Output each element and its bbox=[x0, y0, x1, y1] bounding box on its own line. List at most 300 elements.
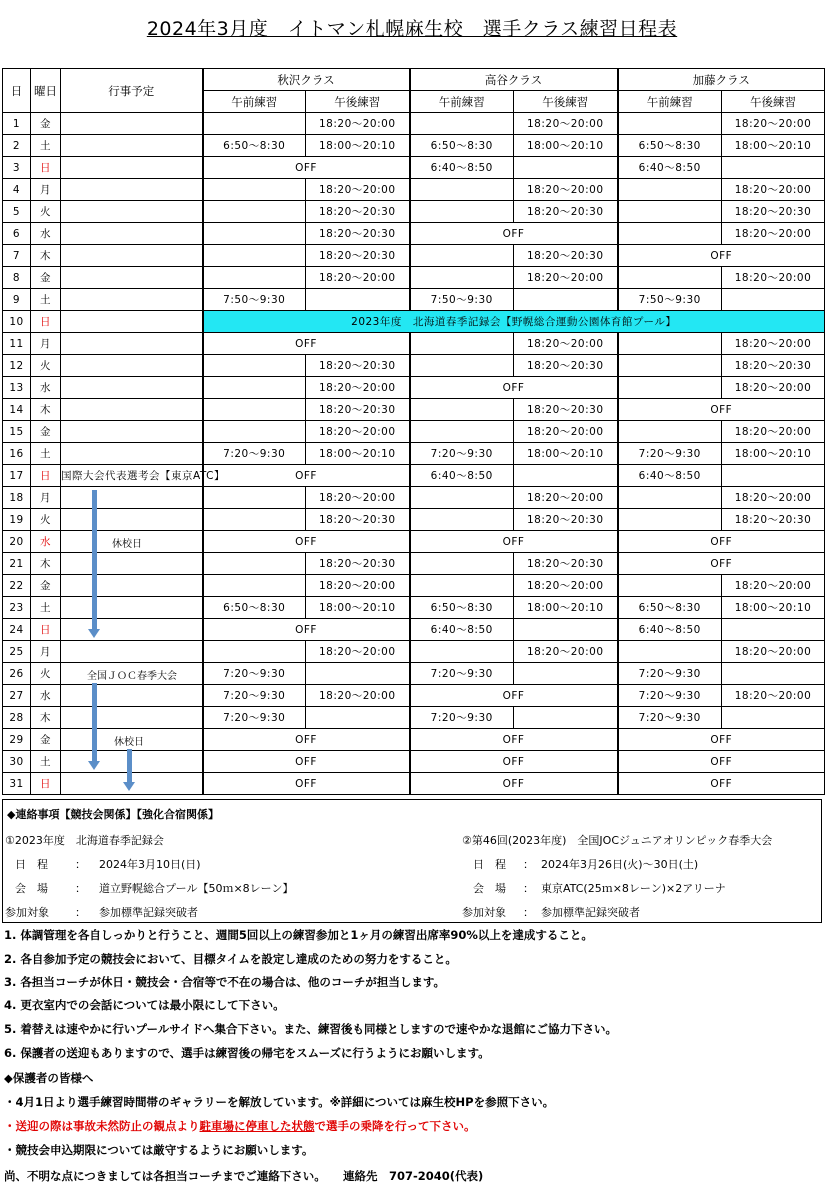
pm-session bbox=[722, 289, 825, 311]
day-number: 23 bbox=[3, 597, 31, 619]
pm-session: 18:20～20:00 bbox=[722, 685, 825, 707]
weekday: 水 bbox=[31, 377, 61, 399]
header-day: 日 bbox=[3, 69, 31, 113]
day-row bbox=[3, 399, 825, 421]
pm-session: 18:20～20:30 bbox=[722, 201, 825, 223]
arrow-shaft-joc bbox=[92, 683, 97, 762]
day-number: 12 bbox=[3, 355, 31, 377]
day-row bbox=[3, 377, 825, 399]
day-row bbox=[3, 355, 825, 377]
pm-session: 18:20～20:00 bbox=[514, 487, 618, 509]
pm-session: 18:20～20:30 bbox=[306, 201, 410, 223]
off-cell: OFF bbox=[618, 773, 825, 795]
rule-3: 3. 各担当コーチが休日・競技会・合宿等で不在の場合は、他のコーチが担当します。 bbox=[4, 975, 445, 989]
guardians-line-3: ・競技会申込期限については厳守するようにお願いします。 bbox=[4, 1143, 314, 1157]
off-cell: OFF bbox=[618, 553, 825, 575]
header-group-akisawa: 秋沢クラス bbox=[203, 69, 410, 91]
am-session bbox=[203, 113, 306, 135]
event-cell bbox=[61, 597, 203, 619]
am-session: 7:20～9:30 bbox=[203, 663, 306, 685]
am-session bbox=[618, 377, 722, 399]
am-session: 7:20～9:30 bbox=[410, 663, 514, 685]
weekday: 火 bbox=[31, 201, 61, 223]
day-number: 29 bbox=[3, 729, 31, 751]
am-session: 6:40～8:50 bbox=[410, 157, 514, 179]
day-number: 8 bbox=[3, 267, 31, 289]
day-number: 18 bbox=[3, 487, 31, 509]
off-cell: OFF bbox=[410, 729, 618, 751]
rule-5: 5. 着替えは速やかに行いプールサイドへ集合下さい。また、練習後も同様としますので速やかな退館にご協力下さい。 bbox=[4, 1022, 617, 1036]
day-number: 1 bbox=[3, 113, 31, 135]
day-row bbox=[3, 509, 825, 531]
day-number: 7 bbox=[3, 245, 31, 267]
pm-session: 18:20～20:00 bbox=[722, 377, 825, 399]
header-pm: 午後練習 bbox=[722, 91, 825, 113]
weekday: 土 bbox=[31, 443, 61, 465]
am-session bbox=[410, 267, 514, 289]
weekday: 土 bbox=[31, 751, 61, 773]
am-session bbox=[203, 399, 306, 421]
day-number: 31 bbox=[3, 773, 31, 795]
off-cell: OFF bbox=[618, 531, 825, 553]
pm-session: 18:20～20:30 bbox=[514, 245, 618, 267]
am-session bbox=[618, 487, 722, 509]
day-row bbox=[3, 289, 825, 311]
pm-session bbox=[306, 707, 410, 729]
event-cell bbox=[61, 267, 203, 289]
am-session: 7:50～9:30 bbox=[203, 289, 306, 311]
day-row bbox=[3, 465, 825, 487]
day-row bbox=[3, 113, 825, 135]
day-row bbox=[3, 487, 825, 509]
guardians-line-1: ・4月1日より選手練習時間帯のギャラリーを解放しています。※詳細については麻生校HPを参照下さい。 bbox=[4, 1095, 555, 1109]
pm-session: 18:00～20:10 bbox=[722, 443, 825, 465]
am-session: 6:40～8:50 bbox=[410, 619, 514, 641]
off-cell: OFF bbox=[203, 729, 410, 751]
am-session: 6:40～8:50 bbox=[410, 465, 514, 487]
pm-session bbox=[514, 707, 618, 729]
pm-session: 18:00～20:10 bbox=[722, 135, 825, 157]
header-am: 午前練習 bbox=[203, 91, 306, 113]
rule-2: 2. 各自参加予定の競技会において、目標タイムを設定し達成のための努力をすること。 bbox=[4, 952, 457, 966]
am-session bbox=[410, 553, 514, 575]
am-session bbox=[203, 509, 306, 531]
weekday: 日 bbox=[31, 311, 61, 333]
day-number: 4 bbox=[3, 179, 31, 201]
event-cell bbox=[61, 641, 203, 663]
am-session bbox=[410, 201, 514, 223]
weekday: 金 bbox=[31, 575, 61, 597]
pm-session: 18:20～20:00 bbox=[722, 641, 825, 663]
day-row bbox=[3, 245, 825, 267]
day-row bbox=[3, 179, 825, 201]
am-session bbox=[618, 113, 722, 135]
day-row bbox=[3, 421, 825, 443]
joc-label-26: 全国ＪＯＣ春季大会 bbox=[87, 671, 177, 682]
pm-session bbox=[514, 465, 618, 487]
notes-right-colon-2: ： bbox=[523, 906, 534, 919]
event-cell bbox=[61, 575, 203, 597]
off-cell: OFF bbox=[203, 751, 410, 773]
notes-right-label-0: 日 程 bbox=[473, 858, 506, 871]
holiday-label-20: 休校日 bbox=[112, 539, 142, 550]
weekday: 日 bbox=[31, 157, 61, 179]
event-banner: 2023年度 北海道春季記録会【野幌総合運動公園体育館プール】 bbox=[203, 311, 825, 333]
pm-session: 18:20～20:30 bbox=[514, 509, 618, 531]
off-cell: OFF bbox=[203, 465, 410, 487]
am-session bbox=[203, 267, 306, 289]
day-number: 21 bbox=[3, 553, 31, 575]
notes-box bbox=[2, 799, 822, 923]
weekday: 木 bbox=[31, 399, 61, 421]
rule-4: 4. 更衣室内での会話については最小限にして下さい。 bbox=[4, 998, 285, 1012]
am-session bbox=[203, 355, 306, 377]
pm-session: 18:20～20:00 bbox=[306, 179, 410, 201]
pm-session: 18:20～20:30 bbox=[306, 399, 410, 421]
pm-session: 18:20～20:00 bbox=[514, 333, 618, 355]
header-row-groups bbox=[3, 69, 825, 91]
event-cell bbox=[61, 509, 203, 531]
day-number: 30 bbox=[3, 751, 31, 773]
arrow-shaft-intl bbox=[92, 490, 97, 630]
pm-session: 18:20～20:00 bbox=[514, 641, 618, 663]
notes-right-value-1: 東京ATC(25ｍ×8レーン)×2アリーナ bbox=[541, 882, 726, 895]
weekday: 火 bbox=[31, 509, 61, 531]
holiday-label-29: 休校日 bbox=[114, 737, 144, 748]
day-row bbox=[3, 201, 825, 223]
notes-left-label-2: 参加対象 bbox=[5, 906, 49, 919]
guardians-line-2 bbox=[4, 1118, 476, 1134]
pm-session bbox=[306, 663, 410, 685]
am-session bbox=[203, 553, 306, 575]
am-session: 7:20～9:30 bbox=[618, 707, 722, 729]
pm-session: 18:20～20:30 bbox=[722, 355, 825, 377]
pm-session: 18:20～20:00 bbox=[722, 487, 825, 509]
pm-session: 18:20～20:00 bbox=[722, 575, 825, 597]
off-cell: OFF bbox=[410, 751, 618, 773]
off-cell: OFF bbox=[410, 773, 618, 795]
pm-session: 18:00～20:10 bbox=[306, 443, 410, 465]
guardians-line-2a: ・送迎の際は事故未然防止の観点より bbox=[4, 1119, 200, 1133]
pm-session bbox=[722, 707, 825, 729]
event-cell: 国際大会代表選考会【東京ATC】 bbox=[61, 465, 203, 487]
off-cell: OFF bbox=[410, 377, 618, 399]
header-weekday: 曜日 bbox=[31, 69, 61, 113]
weekday: 金 bbox=[31, 267, 61, 289]
weekday: 木 bbox=[31, 707, 61, 729]
pm-session: 18:20～20:30 bbox=[306, 509, 410, 531]
off-cell: OFF bbox=[410, 223, 618, 245]
pm-session: 18:20～20:00 bbox=[306, 113, 410, 135]
pm-session: 18:20～20:00 bbox=[722, 421, 825, 443]
day-row bbox=[3, 267, 825, 289]
notes-left-value-2: 参加標準記録突破者 bbox=[99, 906, 198, 919]
am-session bbox=[203, 179, 306, 201]
am-session bbox=[618, 575, 722, 597]
pm-session: 18:20～20:30 bbox=[514, 355, 618, 377]
header-group-takaya: 高谷クラス bbox=[410, 69, 618, 91]
header-pm: 午後練習 bbox=[306, 91, 410, 113]
day-row bbox=[3, 641, 825, 663]
pm-session: 18:20～20:00 bbox=[306, 421, 410, 443]
event-cell bbox=[61, 223, 203, 245]
am-session: 7:20～9:30 bbox=[618, 443, 722, 465]
day-number: 17 bbox=[3, 465, 31, 487]
am-session bbox=[203, 421, 306, 443]
am-session: 6:50～8:30 bbox=[203, 135, 306, 157]
pm-session: 18:00～20:10 bbox=[514, 135, 618, 157]
day-number: 5 bbox=[3, 201, 31, 223]
header-pm: 午後練習 bbox=[514, 91, 618, 113]
pm-session: 18:20～20:00 bbox=[306, 641, 410, 663]
notes-right-title: ②第46回(2023年度) 全国JOCジュニアオリンピック春季大会 bbox=[462, 834, 773, 847]
notes-left-colon-1: ： bbox=[75, 882, 86, 895]
event-cell bbox=[61, 355, 203, 377]
weekday: 月 bbox=[31, 179, 61, 201]
pm-session: 18:20～20:00 bbox=[722, 113, 825, 135]
pm-session: 18:20～20:00 bbox=[514, 421, 618, 443]
pm-session: 18:00～20:10 bbox=[306, 597, 410, 619]
off-cell: OFF bbox=[410, 685, 618, 707]
weekday: 金 bbox=[31, 729, 61, 751]
pm-session: 18:20～20:00 bbox=[722, 179, 825, 201]
am-session bbox=[410, 245, 514, 267]
pm-session: 18:20～20:00 bbox=[306, 267, 410, 289]
weekday: 火 bbox=[31, 663, 61, 685]
pm-session bbox=[514, 663, 618, 685]
event-cell bbox=[61, 421, 203, 443]
pm-session bbox=[514, 289, 618, 311]
header-am: 午前練習 bbox=[618, 91, 722, 113]
am-session bbox=[203, 641, 306, 663]
pm-session: 18:20～20:30 bbox=[514, 399, 618, 421]
am-session bbox=[203, 575, 306, 597]
notes-right-value-2: 参加標準記録突破者 bbox=[541, 906, 640, 919]
event-cell bbox=[61, 113, 203, 135]
pm-session: 18:20～20:00 bbox=[306, 575, 410, 597]
event-cell bbox=[61, 707, 203, 729]
am-session: 6:40～8:50 bbox=[618, 157, 722, 179]
day-row bbox=[3, 157, 825, 179]
weekday: 日 bbox=[31, 465, 61, 487]
am-session bbox=[410, 509, 514, 531]
arrow-head-holiday bbox=[123, 782, 135, 791]
am-session: 6:50～8:30 bbox=[410, 597, 514, 619]
am-session bbox=[410, 421, 514, 443]
day-row bbox=[3, 311, 825, 333]
pm-session: 18:00～20:10 bbox=[722, 597, 825, 619]
am-session bbox=[203, 487, 306, 509]
pm-session: 18:20～20:00 bbox=[514, 267, 618, 289]
weekday: 金 bbox=[31, 421, 61, 443]
weekday: 月 bbox=[31, 487, 61, 509]
am-session bbox=[618, 421, 722, 443]
am-session: 6:40～8:50 bbox=[618, 465, 722, 487]
notes-right-colon-1: ： bbox=[523, 882, 534, 895]
am-session: 7:50～9:30 bbox=[618, 289, 722, 311]
am-session: 7:20～9:30 bbox=[203, 685, 306, 707]
am-session: 6:50～8:30 bbox=[618, 597, 722, 619]
day-row bbox=[3, 443, 825, 465]
day-number: 15 bbox=[3, 421, 31, 443]
event-cell bbox=[61, 289, 203, 311]
guardians-heading: ◆保護者の皆様へ bbox=[4, 1071, 94, 1085]
guardians-line-2b: 駐車場に停車した状態 bbox=[199, 1119, 315, 1133]
am-session: 7:20～9:30 bbox=[203, 443, 306, 465]
notes-right-colon-0: ： bbox=[523, 858, 534, 871]
am-session: 6:50～8:30 bbox=[203, 597, 306, 619]
pm-session: 18:20～20:00 bbox=[514, 179, 618, 201]
event-cell bbox=[61, 553, 203, 575]
day-row bbox=[3, 575, 825, 597]
day-row bbox=[3, 685, 825, 707]
am-session: 7:20～9:30 bbox=[410, 707, 514, 729]
rule-1: 1. 体調管理を各自しっかりと行うこと、週間5回以上の練習参加と1ヶ月の練習出席率90%以上を達成すること。 bbox=[4, 928, 593, 942]
notes-heading: ◆連絡事項【競技会関係】【強化合宿関係】 bbox=[7, 808, 219, 821]
day-row bbox=[3, 751, 825, 773]
am-session: 7:20～9:30 bbox=[203, 707, 306, 729]
event-cell bbox=[61, 685, 203, 707]
off-cell: OFF bbox=[203, 157, 410, 179]
weekday: 火 bbox=[31, 355, 61, 377]
weekday: 水 bbox=[31, 685, 61, 707]
pm-session: 18:20～20:00 bbox=[306, 377, 410, 399]
notes-left-label-1: 会 場 bbox=[15, 882, 48, 895]
day-number: 6 bbox=[3, 223, 31, 245]
am-session bbox=[203, 223, 306, 245]
am-session: 7:50～9:30 bbox=[410, 289, 514, 311]
am-session bbox=[410, 399, 514, 421]
notes-left-value-1: 道立野幌総合プール【50ｍ×8レーン】 bbox=[99, 882, 294, 895]
off-cell: OFF bbox=[618, 751, 825, 773]
weekday: 日 bbox=[31, 773, 61, 795]
am-session bbox=[203, 245, 306, 267]
am-session: 6:50～8:30 bbox=[410, 135, 514, 157]
notes-left-title: ①2023年度 北海道春季記録会 bbox=[5, 834, 164, 847]
day-row bbox=[3, 707, 825, 729]
weekday: 日 bbox=[31, 619, 61, 641]
pm-session bbox=[514, 157, 618, 179]
pm-session: 18:00～20:10 bbox=[306, 135, 410, 157]
pm-session: 18:20～20:00 bbox=[722, 223, 825, 245]
pm-session: 18:00～20:10 bbox=[514, 597, 618, 619]
notes-right-label-2: 参加対象 bbox=[462, 906, 506, 919]
off-cell: OFF bbox=[410, 531, 618, 553]
day-number: 26 bbox=[3, 663, 31, 685]
off-cell: OFF bbox=[203, 773, 410, 795]
day-number: 2 bbox=[3, 135, 31, 157]
am-session bbox=[618, 267, 722, 289]
header-am: 午前練習 bbox=[410, 91, 514, 113]
day-row bbox=[3, 553, 825, 575]
pm-session: 18:20～20:00 bbox=[722, 267, 825, 289]
notes-left-label-0: 日 程 bbox=[15, 858, 48, 871]
day-number: 19 bbox=[3, 509, 31, 531]
am-session bbox=[618, 223, 722, 245]
weekday: 木 bbox=[31, 553, 61, 575]
am-session: 7:20～9:30 bbox=[618, 685, 722, 707]
pm-session: 18:20～20:30 bbox=[514, 201, 618, 223]
event-cell bbox=[61, 487, 203, 509]
day-row bbox=[3, 223, 825, 245]
pm-session: 18:20～20:00 bbox=[306, 685, 410, 707]
event-cell bbox=[61, 399, 203, 421]
am-session bbox=[203, 377, 306, 399]
event-cell bbox=[61, 157, 203, 179]
event-cell bbox=[61, 311, 203, 333]
pm-session: 18:20～20:00 bbox=[722, 333, 825, 355]
day-number: 13 bbox=[3, 377, 31, 399]
page-title: 2024年3月度 イトマン札幌麻生校 選手クラス練習日程表 bbox=[146, 18, 678, 40]
event-cell bbox=[61, 179, 203, 201]
am-session: 6:50～8:30 bbox=[618, 135, 722, 157]
day-row bbox=[3, 333, 825, 355]
am-session bbox=[410, 113, 514, 135]
off-cell: OFF bbox=[203, 619, 410, 641]
am-session bbox=[618, 355, 722, 377]
event-cell bbox=[61, 201, 203, 223]
schedule-table bbox=[2, 68, 825, 795]
am-session bbox=[410, 333, 514, 355]
off-cell: OFF bbox=[618, 729, 825, 751]
pm-session bbox=[722, 465, 825, 487]
notes-left-colon-2: ： bbox=[75, 906, 86, 919]
pm-session bbox=[306, 289, 410, 311]
weekday: 土 bbox=[31, 135, 61, 157]
pm-session: 18:20～20:30 bbox=[514, 553, 618, 575]
am-session bbox=[618, 179, 722, 201]
am-session bbox=[618, 509, 722, 531]
pm-session: 18:20～20:30 bbox=[306, 223, 410, 245]
day-number: 9 bbox=[3, 289, 31, 311]
weekday: 木 bbox=[31, 245, 61, 267]
pm-session: 18:20～20:00 bbox=[514, 113, 618, 135]
am-session: 7:20～9:30 bbox=[618, 663, 722, 685]
pm-session: 18:20～20:00 bbox=[306, 487, 410, 509]
day-number: 14 bbox=[3, 399, 31, 421]
rule-6: 6. 保護者の送迎もありますので、選手は練習後の帰宅をスムーズに行うようにお願いします。 bbox=[4, 1046, 490, 1060]
header-event: 行事予定 bbox=[61, 69, 203, 113]
am-session bbox=[410, 487, 514, 509]
day-number: 27 bbox=[3, 685, 31, 707]
pm-session: 18:20～20:30 bbox=[722, 509, 825, 531]
pm-session bbox=[722, 663, 825, 685]
am-session: 7:20～9:30 bbox=[410, 443, 514, 465]
am-session bbox=[410, 179, 514, 201]
event-cell bbox=[61, 135, 203, 157]
day-number: 25 bbox=[3, 641, 31, 663]
pm-session: 18:20～20:30 bbox=[306, 355, 410, 377]
event-cell bbox=[61, 619, 203, 641]
event-cell bbox=[61, 245, 203, 267]
am-session: 6:40～8:50 bbox=[618, 619, 722, 641]
notes-left-value-0: 2024年3月10日(日) bbox=[99, 858, 201, 871]
weekday: 土 bbox=[31, 597, 61, 619]
pm-session bbox=[722, 619, 825, 641]
pm-session bbox=[722, 157, 825, 179]
event-cell bbox=[61, 377, 203, 399]
off-cell: OFF bbox=[618, 399, 825, 421]
pm-session: 18:20～20:00 bbox=[514, 575, 618, 597]
pm-session bbox=[514, 619, 618, 641]
footer-contact: 尚、不明な点につきましては各担当コーチまでご連絡下さい。 連絡先 707-2040(代表) bbox=[4, 1169, 484, 1183]
am-session bbox=[410, 641, 514, 663]
arrow-head-joc bbox=[88, 761, 100, 770]
day-number: 24 bbox=[3, 619, 31, 641]
notes-right-label-1: 会 場 bbox=[473, 882, 506, 895]
day-number: 3 bbox=[3, 157, 31, 179]
weekday: 水 bbox=[31, 223, 61, 245]
